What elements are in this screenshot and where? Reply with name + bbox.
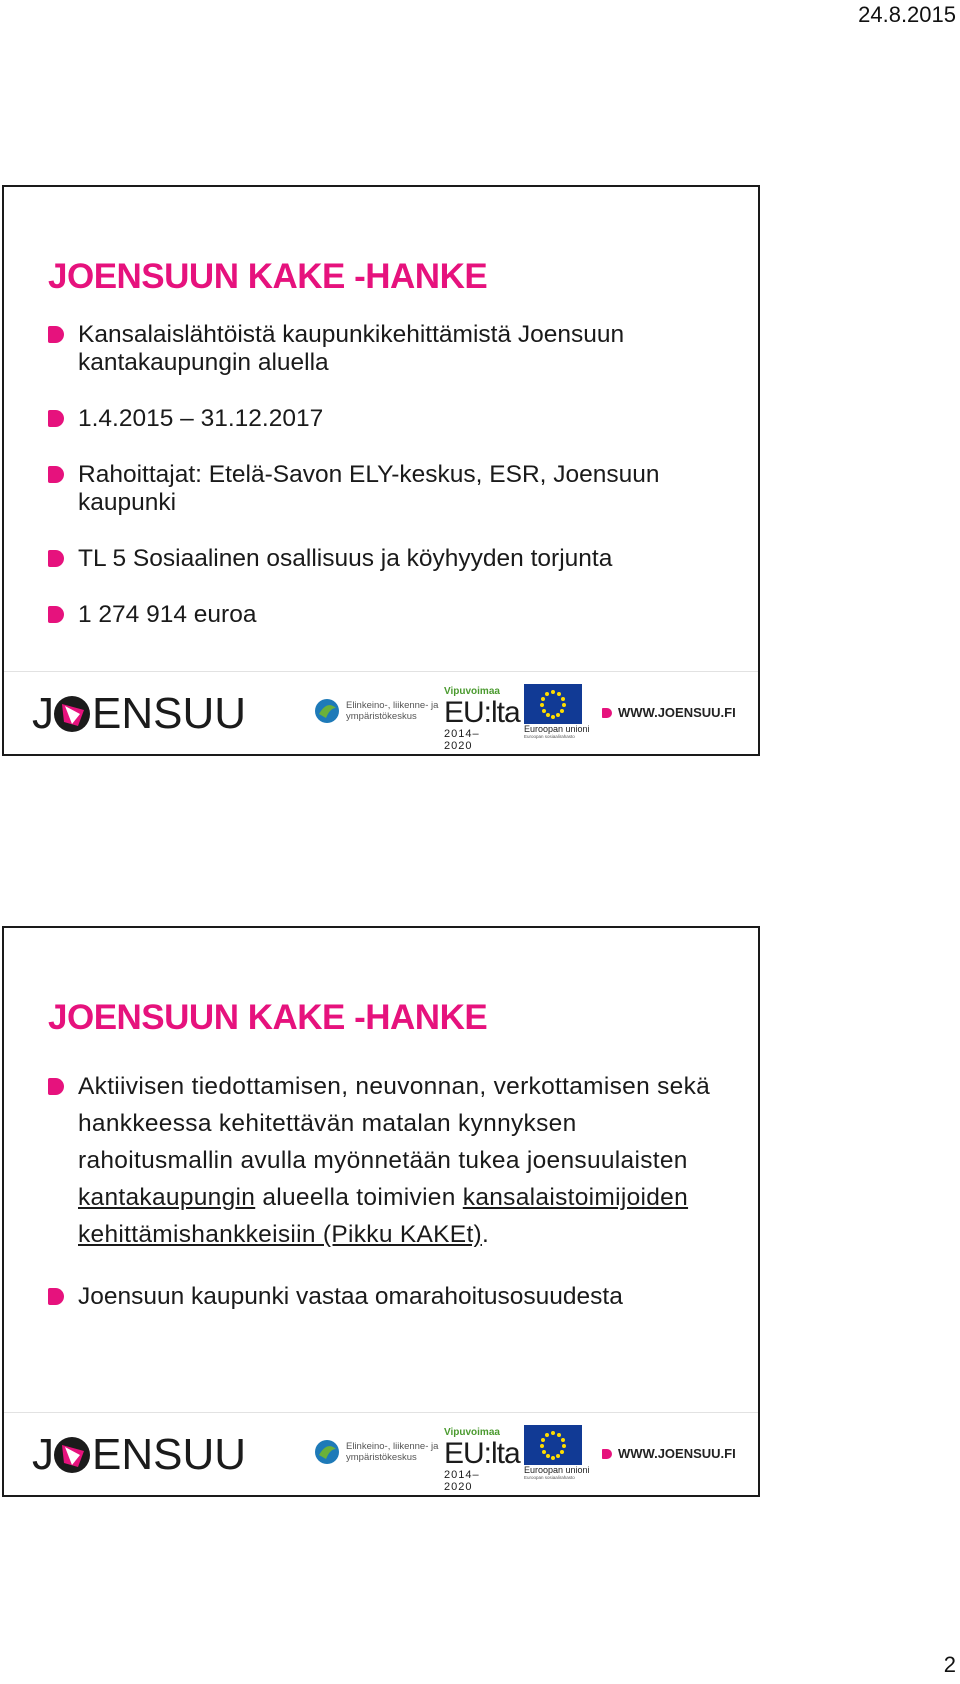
bullet-text: 1.4.2015 – 31.12.2017 [78,405,324,432]
bullet-text: Joensuun kaupunki vastaa omarahoitusosuudesta [78,1283,623,1310]
bullet-icon [48,550,64,567]
ely-text: Elinkeino-, liikenne- ja ympäristökeskus [346,700,439,722]
svg-text:J: J [32,689,54,738]
list-item [48,321,718,377]
underlined-text: kantakaupungin [78,1184,256,1211]
bullet-text: alueella toimivien [255,1184,463,1211]
slide-footer [4,671,758,754]
eu-flag-icon [524,684,582,724]
ely-leaf-icon [314,1439,340,1465]
website-link[interactable]: WWW.JOENSUU.FI [602,1446,736,1461]
list-item [48,405,718,433]
bullet-list [48,1068,718,1311]
list-item [48,461,718,517]
ely-text: Elinkeino-, liikenne- ja ympäristökeskus [346,1441,439,1463]
page-date: 24.8.2015 [858,2,956,27]
vipuvoimaa-logo: Vipuvoimaa EU:lta 2014–2020 [444,686,520,752]
bullet-text: TL 5 Sosiaalinen osallisuus ja köyhyyden torjunta [78,545,613,572]
bullet-text: . [482,1221,490,1248]
arrow-icon [602,708,612,718]
list-item [48,601,718,629]
ely-logo [314,698,438,724]
list-item [48,1068,718,1253]
svg-text:J: J [32,1430,54,1479]
bullet-text: Aktiivisen tiedottamisen, neuvonnan, verkottamisen sekä hankkeessa kehitettävän matalan kynnyksen rahoitusmallin avulla myönnetään tukea joensuulaisten [78,1073,711,1174]
bullet-text: Kansalaislähtöistä kaupunkikehittämistä Joensuun kantakaupungin aluella [78,321,625,376]
page-number: 2 [943,1652,956,1677]
joensuu-crest-icon [32,1427,247,1479]
slide-title: JOENSUUN KAKE -HANKE [48,257,488,296]
list-item [48,1283,718,1311]
eu-flag-icon [524,1425,582,1465]
slide-1 [2,185,760,756]
bullet-list [48,321,718,657]
website-link[interactable]: WWW.JOENSUU.FI [602,705,736,720]
joensuu-logo [32,1427,247,1479]
bullet-icon [48,410,64,427]
bullet-icon [48,606,64,623]
list-item [48,545,718,573]
bullet-icon [48,1288,64,1305]
svg-text:ENSUU: ENSUU [92,689,247,738]
vipuvoimaa-logo: Vipuvoimaa EU:lta 2014–2020 [444,1427,520,1493]
eu-logo: Euroopan unioni Euroopan sosiaalirahasto [524,684,584,740]
bullet-text: 1 274 914 euroa [78,601,257,628]
ely-leaf-icon [314,698,340,724]
bullet-icon [48,326,64,343]
svg-text:ENSUU: ENSUU [92,1430,247,1479]
joensuu-crest-icon [32,686,247,738]
slide-title: JOENSUUN KAKE -HANKE [48,998,488,1037]
bullet-icon [48,1078,64,1095]
bullet-icon [48,466,64,483]
arrow-icon [602,1449,612,1459]
slide-2 [2,926,760,1497]
underlined-text: kansalaistoimijoiden kehittämishankkeisiin (Pikku KAKEt) [78,1184,689,1248]
eu-logo: Euroopan unioni Euroopan sosiaalirahasto [524,1425,584,1481]
ely-logo [314,1439,438,1465]
bullet-text: Rahoittajat: Etelä-Savon ELY-keskus, ESR, Joensuun kaupunki [78,461,660,516]
slide-footer [4,1412,758,1495]
joensuu-logo [32,686,247,738]
